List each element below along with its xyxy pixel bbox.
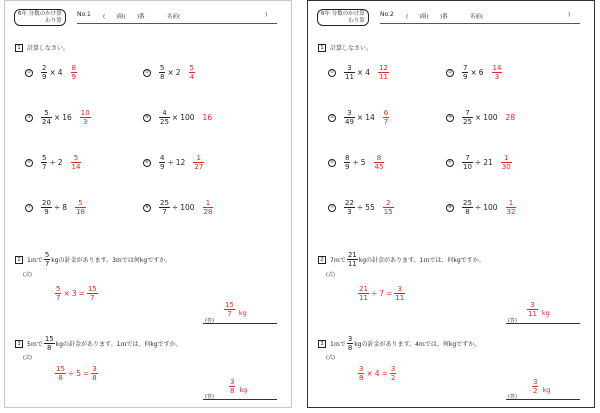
problem-operand: 8 — [62, 203, 67, 212]
section-2-answer-label: (答) — [508, 318, 517, 324]
denominator: 9 — [42, 73, 47, 81]
grade-label: 6年 — [321, 11, 330, 17]
answer-fraction — [532, 378, 538, 395]
problem-operand: 16 — [62, 113, 72, 122]
question-text-end: kgの針金があります。4ｍでは、何kgですか。 — [354, 341, 481, 348]
numerator: 8 — [345, 154, 350, 162]
denominator: 3 — [82, 118, 88, 126]
problem-operand: 6 — [478, 68, 484, 77]
denominator: 14 — [71, 163, 81, 171]
answer-fraction — [189, 64, 195, 81]
numerator: 5 — [189, 64, 195, 72]
eq-fraction-a — [55, 365, 66, 382]
problem-operand: 12 — [175, 158, 186, 167]
numerator: 3 — [230, 378, 235, 386]
problem-8 — [143, 199, 213, 216]
numerator: 3 — [347, 109, 352, 117]
denominator: 8 — [347, 344, 353, 352]
problem-operator: ÷ — [49, 158, 56, 167]
question-fraction — [44, 335, 55, 352]
section-2-number: 2 — [318, 256, 326, 264]
problem-7 — [328, 199, 394, 216]
numerator: 3 — [92, 365, 97, 373]
numerator: 5 — [44, 109, 49, 117]
answer-unit: kg — [238, 308, 247, 317]
problem-6 — [446, 154, 512, 171]
problem-operand: 4 — [365, 68, 370, 77]
answer-fraction — [506, 199, 517, 216]
problem-operand: 100 — [483, 113, 498, 122]
problem-number: ① — [329, 69, 335, 75]
problem-fraction — [344, 64, 355, 81]
problem-operator: × — [171, 113, 179, 122]
name-label: 名前( — [167, 14, 181, 20]
problem-answer — [193, 154, 204, 171]
problem-number: ① — [26, 69, 32, 75]
denominator: 7 — [42, 163, 47, 171]
problem-operator: × — [167, 68, 174, 77]
problem-operand: 2 — [57, 158, 63, 167]
problem-number: ⑥ — [144, 159, 150, 165]
problem-operator: ÷ — [474, 158, 482, 167]
problem-answer — [203, 199, 214, 216]
eq-fraction-a — [358, 365, 364, 382]
problem-8 — [446, 199, 516, 216]
problem-operand: 55 — [365, 203, 375, 212]
section-2-equation — [358, 285, 405, 302]
numerator: 21 — [359, 285, 368, 293]
problem-operand: 5 — [360, 158, 366, 167]
answer-fraction — [374, 154, 385, 171]
numerator: 3 — [390, 365, 396, 373]
numerator: 25 — [160, 199, 169, 207]
problem-fraction — [344, 154, 350, 171]
section-1-heading — [318, 43, 372, 52]
section-3-formula-label: (式) — [23, 355, 32, 361]
problem-fraction — [344, 109, 355, 126]
numerator: 12 — [379, 64, 388, 72]
answer-fraction — [224, 301, 235, 318]
header-underline — [380, 23, 580, 24]
problem-7 — [25, 199, 86, 216]
numerator: 3 — [359, 365, 364, 373]
numerator: 20 — [42, 199, 51, 207]
equals-sign: = — [83, 369, 90, 378]
section-3-answer — [532, 378, 550, 395]
eq-fraction-a — [55, 285, 61, 302]
numerator: 7 — [465, 154, 470, 162]
problem-answer — [80, 109, 91, 126]
numerator: 2 — [385, 199, 391, 207]
name-field-close: ) — [568, 12, 571, 18]
problem-fraction — [462, 109, 473, 126]
eq-result — [87, 285, 98, 302]
operand: 7 — [379, 289, 384, 298]
numerator: 3 — [533, 378, 538, 386]
problem-4 — [446, 109, 515, 126]
answer-integer: 28 — [505, 113, 516, 122]
numerator: 3 — [397, 285, 402, 293]
problem-answer — [378, 64, 389, 81]
problem-number: ⑧ — [447, 204, 453, 210]
problem-operator: ÷ — [171, 203, 179, 212]
answer-fraction — [229, 378, 235, 395]
numerator: 25 — [463, 199, 472, 207]
denominator: 18 — [76, 208, 85, 216]
denominator: 27 — [194, 163, 204, 171]
problem-number: ⑥ — [447, 159, 453, 165]
answer-fraction — [193, 154, 204, 171]
numerator: 3 — [347, 64, 352, 72]
denominator: 8 — [58, 374, 63, 382]
denominator: 11 — [395, 294, 405, 302]
numerator: 6 — [383, 109, 389, 117]
problem-4 — [143, 109, 212, 126]
problem-operator: ÷ — [352, 158, 359, 167]
numerator: 10 — [80, 109, 90, 117]
section-3-number: 3 — [15, 340, 23, 348]
numerator: 3 — [530, 301, 535, 309]
section-3-equation — [55, 365, 98, 382]
section-1-number: 1 — [15, 44, 23, 52]
operand: 3 — [71, 289, 77, 298]
question-text-start: 7ｍで — [330, 257, 346, 264]
problem-operand: 2 — [175, 68, 181, 77]
denominator: 7 — [162, 208, 167, 216]
title-line-2: わり算 — [348, 17, 365, 24]
denominator: 9 — [71, 73, 77, 81]
problem-operator: ÷ — [53, 203, 61, 212]
problem-number: ⑦ — [329, 204, 335, 210]
denominator: 2 — [390, 374, 396, 382]
problem-answer — [374, 154, 385, 171]
equals-sign: = — [78, 289, 85, 298]
answer-fraction — [71, 154, 82, 171]
section-3-formula-label: (式) — [326, 355, 335, 361]
denominator: 7 — [44, 260, 50, 268]
question-text-start: 1ｍで — [330, 341, 346, 348]
section-2-question — [15, 251, 171, 268]
section-3-answer — [229, 378, 247, 395]
operator: × — [63, 289, 70, 298]
answer-fraction — [80, 109, 91, 126]
section-2-answer-line — [506, 323, 580, 324]
section-3-equation — [358, 365, 396, 382]
answer-unit: kg — [239, 385, 248, 394]
problem-1 — [328, 64, 389, 81]
section-3-question — [15, 335, 182, 352]
numerator: 1 — [508, 199, 514, 207]
problem-operator: ÷ — [167, 158, 174, 167]
title-line-1: 分数のかけ算 — [28, 11, 62, 17]
problem-number: ⑤ — [329, 159, 335, 165]
numerator: 14 — [492, 64, 502, 72]
name-label: 名前( — [470, 14, 484, 20]
problem-answer — [506, 199, 517, 216]
problem-number: ⑧ — [144, 204, 150, 210]
problem-operand: 4 — [57, 68, 63, 77]
header-underline — [77, 23, 277, 24]
operator: × — [366, 369, 373, 378]
problem-operand: 100 — [483, 203, 498, 212]
numerator: 15 — [56, 365, 65, 373]
sheet-number: No.2 — [380, 11, 394, 18]
section-2-answer — [224, 301, 247, 318]
problem-number: ④ — [447, 114, 453, 120]
denominator: 9 — [160, 163, 165, 171]
section-1-instruction: 計算しなさい。 — [330, 45, 373, 52]
numerator: 1 — [205, 199, 211, 207]
problem-number: ③ — [26, 114, 32, 120]
denominator: 8 — [230, 387, 235, 395]
section-2-answer-line — [203, 323, 277, 324]
class-number-field: ( )組( )番 — [406, 14, 448, 20]
numerator: 8 — [376, 154, 382, 162]
problem-operator: × — [49, 68, 56, 77]
numerator: 1 — [196, 154, 201, 162]
problem-operator: × — [356, 113, 364, 122]
denominator: 9 — [345, 163, 350, 171]
denominator: 4 — [189, 73, 195, 81]
problem-2 — [143, 64, 195, 81]
section-2-formula-label: (式) — [326, 272, 335, 278]
question-text-end: kgの針金があります。1ｍでは、何kgですか。 — [358, 257, 485, 264]
denominator: 11 — [528, 310, 537, 318]
denominator: 25 — [160, 118, 169, 126]
denominator: 10 — [463, 163, 472, 171]
equals-sign: = — [386, 289, 393, 298]
operand: 4 — [374, 369, 380, 378]
problem-answer — [71, 64, 77, 81]
problem-answer — [75, 199, 86, 216]
problem-fraction — [159, 154, 165, 171]
section-2-answer — [527, 301, 550, 318]
problem-operand: 100 — [180, 203, 195, 212]
answer-fraction — [501, 154, 512, 171]
numerator: 2 — [42, 64, 47, 72]
section-3-answer-label: (答) — [205, 394, 214, 400]
problem-fraction — [41, 109, 52, 126]
sheet-number: No.1 — [77, 11, 91, 18]
problem-operator: × — [474, 113, 482, 122]
denominator: 8 — [359, 374, 364, 382]
name-field-close: ) — [265, 12, 268, 18]
question-fraction — [347, 251, 358, 268]
problem-operand: 14 — [365, 113, 375, 122]
section-1-number: 1 — [318, 44, 326, 52]
answer-fraction — [383, 109, 389, 126]
denominator: 3 — [494, 73, 500, 81]
problem-number: ② — [144, 69, 150, 75]
section-2-question — [318, 251, 485, 268]
problem-1 — [25, 64, 77, 81]
numerator: 15 — [225, 301, 234, 309]
section-3-answer-label: (答) — [508, 394, 517, 400]
answer-fraction — [378, 64, 389, 81]
problem-3 — [25, 109, 91, 126]
numerator: 5 — [73, 154, 79, 162]
question-text-start: 1ｍで — [27, 257, 43, 264]
problem-answer — [71, 154, 82, 171]
answer-fraction — [492, 64, 503, 81]
denominator: 25 — [463, 118, 472, 126]
section-2-answer-label: (答) — [205, 318, 214, 324]
numerator: 7 — [465, 109, 470, 117]
denominator: 32 — [506, 208, 516, 216]
problem-answer — [501, 154, 512, 171]
problem-fraction — [41, 199, 52, 216]
problem-fraction — [159, 109, 170, 126]
problem-fraction — [462, 199, 473, 216]
problem-number: ③ — [329, 114, 335, 120]
denominator: 9 — [44, 208, 49, 216]
numerator: 5 — [78, 199, 83, 207]
answer-fraction — [75, 199, 86, 216]
eq-result — [394, 285, 405, 302]
numerator: 5 — [44, 251, 50, 259]
worksheet-1 — [4, 0, 292, 408]
section-2-formula-label: (式) — [23, 272, 32, 278]
numerator: 8 — [71, 64, 77, 72]
problem-answer — [506, 113, 516, 122]
answer-fraction — [71, 64, 77, 81]
denominator: 24 — [42, 118, 51, 126]
denominator: 49 — [345, 118, 354, 126]
denominator: 8 — [465, 208, 470, 216]
denominator: 3 — [347, 208, 352, 216]
numerator: 7 — [463, 64, 468, 72]
numerator: 15 — [87, 285, 97, 293]
problem-operand: 100 — [180, 113, 195, 122]
denominator: 11 — [345, 73, 354, 81]
grade-label: 6年 — [18, 11, 27, 17]
question-text-start: 5ｍで — [27, 341, 43, 348]
denominator: 11 — [347, 260, 357, 268]
numerator: 1 — [503, 154, 509, 162]
problem-operator: × — [356, 68, 364, 77]
problem-fraction — [41, 154, 47, 171]
numerator: 5 — [56, 285, 61, 293]
numerator: 15 — [44, 335, 54, 343]
section-2-equation — [55, 285, 98, 302]
eq-result — [91, 365, 97, 382]
numerator: 22 — [345, 199, 354, 207]
problem-number: ④ — [144, 114, 150, 120]
title-line-1: 分数のかけ算 — [331, 11, 365, 17]
question-text-end: kgの針金があります。1ｍでは、何kgですか。 — [55, 341, 182, 348]
problem-answer — [383, 199, 394, 216]
denominator: 8 — [92, 374, 97, 382]
denominator: 15 — [383, 208, 393, 216]
eq-result — [390, 365, 396, 382]
problem-fraction — [462, 154, 473, 171]
title-badge — [14, 9, 66, 26]
problem-operand: 21 — [483, 158, 493, 167]
denominator: 45 — [374, 163, 384, 171]
section-1-instruction: 計算しなさい。 — [27, 45, 70, 52]
numerator: 4 — [160, 154, 165, 162]
numerator: 4 — [162, 109, 167, 117]
worksheet-2 — [307, 0, 595, 408]
answer-fraction — [527, 301, 538, 318]
denominator: 30 — [501, 163, 511, 171]
section-1-heading — [15, 43, 69, 52]
problem-6 — [143, 154, 204, 171]
numerator: 5 — [160, 64, 165, 72]
denominator: 11 — [359, 294, 368, 302]
operator: ÷ — [370, 289, 378, 298]
problem-operator: ÷ — [474, 203, 482, 212]
question-fraction — [347, 335, 353, 352]
denominator: 28 — [203, 208, 213, 216]
numerator: 21 — [347, 251, 357, 259]
section-3-answer-line — [203, 399, 277, 400]
section-3-number: 3 — [318, 340, 326, 348]
problem-5 — [25, 154, 81, 171]
problem-5 — [328, 154, 384, 171]
problem-3 — [328, 109, 389, 126]
denominator: 8 — [160, 73, 165, 81]
answer-unit: kg — [542, 385, 551, 394]
numerator: 5 — [42, 154, 47, 162]
numerator: 3 — [347, 335, 353, 343]
problem-fraction — [41, 64, 47, 81]
question-text-end: kgの針金があります。3ｍでは何kgですか。 — [51, 257, 172, 264]
equals-sign: = — [381, 369, 388, 378]
section-3-question — [318, 335, 480, 352]
denominator: 8 — [47, 344, 52, 352]
operand: 5 — [76, 369, 81, 378]
denominator: 7 — [90, 294, 95, 302]
denominator: 9 — [463, 73, 468, 81]
answer-integer: 16 — [202, 113, 213, 122]
answer-unit: kg — [541, 308, 550, 317]
problem-operator: ÷ — [356, 203, 364, 212]
problem-fraction — [159, 64, 165, 81]
answer-fraction — [203, 199, 214, 216]
operator: ÷ — [67, 369, 75, 378]
problem-number: ⑤ — [26, 159, 32, 165]
eq-fraction-a — [358, 285, 369, 302]
problem-operator: × — [470, 68, 477, 77]
problem-operator: × — [53, 113, 61, 122]
denominator: 7 — [227, 310, 232, 318]
answer-fraction — [383, 199, 394, 216]
problem-number: ⑦ — [26, 204, 32, 210]
problem-fraction — [159, 199, 170, 216]
denominator: 2 — [533, 387, 538, 395]
problem-number: ② — [447, 69, 453, 75]
denominator: 11 — [379, 73, 388, 81]
class-number-field: ( )組( )番 — [103, 14, 145, 20]
problem-fraction — [344, 199, 355, 216]
problem-answer — [203, 113, 213, 122]
problem-answer — [189, 64, 195, 81]
problem-2 — [446, 64, 502, 81]
section-3-answer-line — [506, 399, 580, 400]
title-line-2: わり算 — [45, 17, 62, 24]
problem-answer — [383, 109, 389, 126]
title-badge — [317, 9, 369, 26]
problem-fraction — [462, 64, 468, 81]
section-2-number: 2 — [15, 256, 23, 264]
denominator: 7 — [383, 118, 389, 126]
denominator: 7 — [56, 294, 61, 302]
question-fraction — [44, 251, 50, 268]
problem-answer — [492, 64, 503, 81]
